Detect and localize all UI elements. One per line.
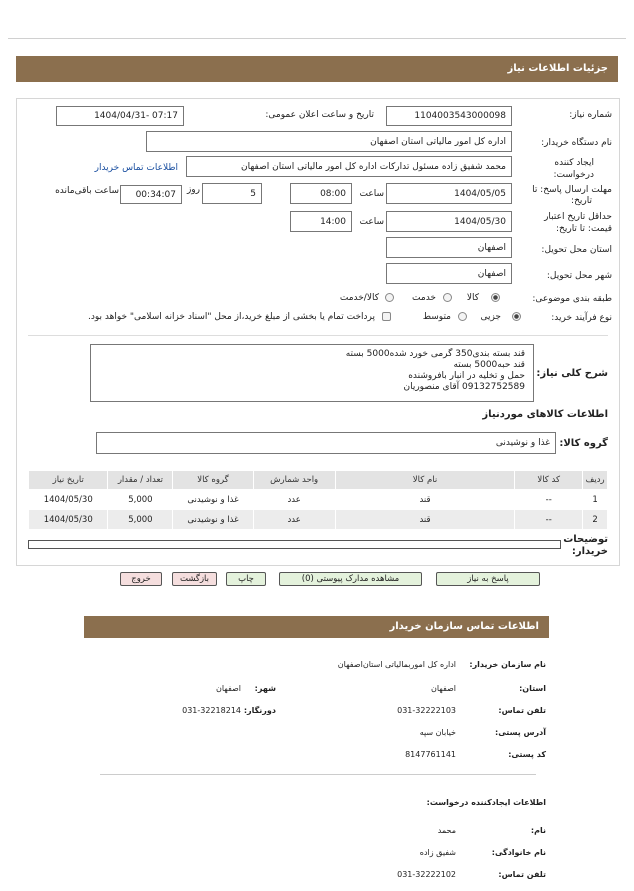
cell-date: 1404/05/30 xyxy=(29,510,108,530)
creator-phone-label: تلفن تماس: xyxy=(498,870,546,879)
col-group: گروه کالا xyxy=(173,471,253,490)
table-row xyxy=(29,510,608,530)
validity-label-2: قیمت: تا تاریخ: xyxy=(556,224,612,234)
creator-label: ایجاد کننده xyxy=(554,158,594,168)
cell-code: -- xyxy=(515,490,583,510)
city-label: شهر محل تحویل: xyxy=(546,271,612,281)
validity-time-field: 14:00 xyxy=(290,211,352,232)
col-name: نام کالا xyxy=(335,471,515,490)
description-line: قند حبه5000 بسته xyxy=(453,360,525,370)
creator-field: محمد شفیق زاده مسئول تدارکات اداره کل امور مالیاتی استان اصفهان xyxy=(186,156,512,177)
deadline-time-label: ساعت xyxy=(359,189,384,199)
description-line: حمل و تخلیه در انبار بافروشنده xyxy=(408,371,525,381)
province-field: اصفهان xyxy=(386,237,512,258)
validity-time-label: ساعت xyxy=(359,217,384,227)
creator-label-2: درخواست: xyxy=(553,170,594,180)
page-header: جزئیات اطلاعات نیاز xyxy=(16,56,618,82)
creator-family-value: شفیق زاده xyxy=(419,848,456,857)
contact-address-label: آدرس پستی: xyxy=(495,728,546,737)
creator-name-value: محمد xyxy=(437,826,456,835)
contact-divider xyxy=(100,774,536,775)
cell-code: -- xyxy=(515,510,583,530)
category-label: طبقه بندی موضوعی: xyxy=(532,294,612,304)
cell-row: 1 xyxy=(583,490,608,510)
cell-group: غذا و نوشیدنی xyxy=(173,510,253,530)
cell-date: 1404/05/30 xyxy=(29,490,108,510)
col-quantity: تعداد / مقدار xyxy=(108,471,173,490)
contact-province-value: اصفهان xyxy=(430,684,456,693)
deadline-label: مهلت ارسال پاسخ: تا xyxy=(532,185,612,195)
goods-table-header xyxy=(29,471,608,490)
category-radio-goods-service[interactable] xyxy=(385,293,394,302)
col-date: تاریخ نیاز xyxy=(29,471,108,490)
description-line: 09132752589 آقای منصوریان xyxy=(403,382,525,392)
deadline-time-field: 08:00 xyxy=(290,183,352,204)
category-radio-service[interactable] xyxy=(443,293,452,302)
announce-field: 1404/04/31- 07:17 xyxy=(56,106,184,126)
description-label: شرح کلی نیاز: xyxy=(536,368,608,379)
announce-label: تاریخ و ساعت اعلان عمومی: xyxy=(265,110,374,120)
process-radio-medium[interactable] xyxy=(458,312,467,321)
col-row: ردیف xyxy=(583,471,608,490)
buyer-org-label: نام دستگاه خریدار: xyxy=(541,138,612,148)
contact-city-label: شهر: xyxy=(254,684,276,693)
cell-name: قند xyxy=(335,510,515,530)
reply-button[interactable]: پاسخ به نیاز xyxy=(436,572,540,586)
cell-group: غذا و نوشیدنی xyxy=(173,490,253,510)
days-label: روز xyxy=(186,185,200,195)
days-remaining-field: 5 xyxy=(202,183,262,204)
attachments-button[interactable]: مشاهده مدارک پیوستی (0) xyxy=(279,572,422,586)
province-label: استان محل تحویل: xyxy=(541,245,612,255)
buyer-notes-label-2: خریدار: xyxy=(571,546,608,557)
category-option-goods-service: کالا/خدمت xyxy=(339,293,379,303)
remaining-time-field: 00:34:07 xyxy=(120,185,182,204)
city-field: اصفهان xyxy=(386,263,512,284)
section-divider xyxy=(28,335,608,336)
creator-phone-value: 031-32222102 xyxy=(397,870,456,879)
treasury-payment-note: پرداخت تمام یا بخشی از مبلغ خرید،از محل "اسناد خزانه اسلامی" خواهد بود. xyxy=(87,312,375,322)
process-label: نوع فرآیند خرید: xyxy=(551,313,612,323)
remaining-time-label: ساعت باقی‌مانده xyxy=(55,186,119,196)
contact-org-label: نام سازمان خریدار: xyxy=(469,660,546,669)
goods-group-label: گروه کالا: xyxy=(559,438,608,449)
contact-city-value: اصفهان xyxy=(215,684,241,693)
category-option-service: خدمت xyxy=(412,293,436,303)
contact-org-value: اداره کل اموربمالیاتی استان‌اصفهان xyxy=(337,660,456,669)
contact-fax-label: دورنگار: xyxy=(243,706,276,715)
cell-quantity: 5,000 xyxy=(108,490,173,510)
contact-postal-value: 8147761141 xyxy=(405,750,456,759)
process-radio-minor[interactable] xyxy=(512,312,521,321)
contact-phone-value: 031-32222103 xyxy=(397,706,456,715)
buyer-notes-box xyxy=(28,540,561,549)
description-box xyxy=(90,344,534,402)
cell-name: قند xyxy=(335,490,515,510)
contact-address-value: خیابان سپه xyxy=(419,728,456,737)
description-line: قند بسته بندی350 گرمی خورد شده5000 بسته xyxy=(345,349,525,359)
goods-group-field: غذا و نوشیدنی xyxy=(96,432,556,454)
process-option-minor: جزیی xyxy=(480,312,501,322)
print-button[interactable]: چاپ xyxy=(226,572,266,586)
back-button[interactable]: بازگشت xyxy=(172,572,217,586)
deadline-label-2: تاریخ: xyxy=(571,196,592,206)
contact-postal-label: کد پستی: xyxy=(508,750,546,759)
goods-section-title: اطلاعات کالاهای موردنیاز xyxy=(482,409,608,420)
col-unit: واحد شمارش xyxy=(253,471,335,490)
need-number-label: شماره نیاز: xyxy=(569,110,612,120)
cell-unit: عدد xyxy=(253,510,335,530)
validity-label: حداقل تاریخ اعتبار xyxy=(544,212,612,222)
buyer-notes-label: توضیحات xyxy=(563,534,608,545)
buyer-contact-link[interactable]: اطلاعات تماس خریدار xyxy=(94,163,178,173)
table-row xyxy=(29,490,608,510)
creator-family-label: نام خانوادگی: xyxy=(491,848,546,857)
cell-quantity: 5,000 xyxy=(108,510,173,530)
cell-unit: عدد xyxy=(253,490,335,510)
goods-table xyxy=(28,470,608,530)
validity-date-field: 1404/05/30 xyxy=(386,211,512,232)
need-number-field: 1104003543000098 xyxy=(386,106,512,126)
process-option-medium: متوسط xyxy=(422,312,451,322)
contact-fax-value: 031-32218214 xyxy=(182,706,241,715)
contact-province-label: استان: xyxy=(519,684,546,693)
creator-name-label: نام: xyxy=(530,826,546,835)
top-divider xyxy=(8,38,626,39)
contact-header: اطلاعات تماس سازمان خریدار xyxy=(84,616,549,638)
cell-row: 2 xyxy=(583,510,608,530)
creator-section-title: اطلاعات ایجادکننده درخواست: xyxy=(426,798,546,807)
deadline-date-field: 1404/05/05 xyxy=(386,183,512,204)
exit-button[interactable]: خروج xyxy=(120,572,162,586)
treasury-payment-checkbox[interactable] xyxy=(382,312,391,321)
category-radio-goods[interactable] xyxy=(491,293,500,302)
category-option-goods: کالا xyxy=(466,293,479,303)
col-code: کد کالا xyxy=(515,471,583,490)
contact-phone-label: تلفن تماس: xyxy=(498,706,546,715)
buyer-org-field: اداره کل امور مالیاتی استان اصفهان xyxy=(146,131,512,152)
